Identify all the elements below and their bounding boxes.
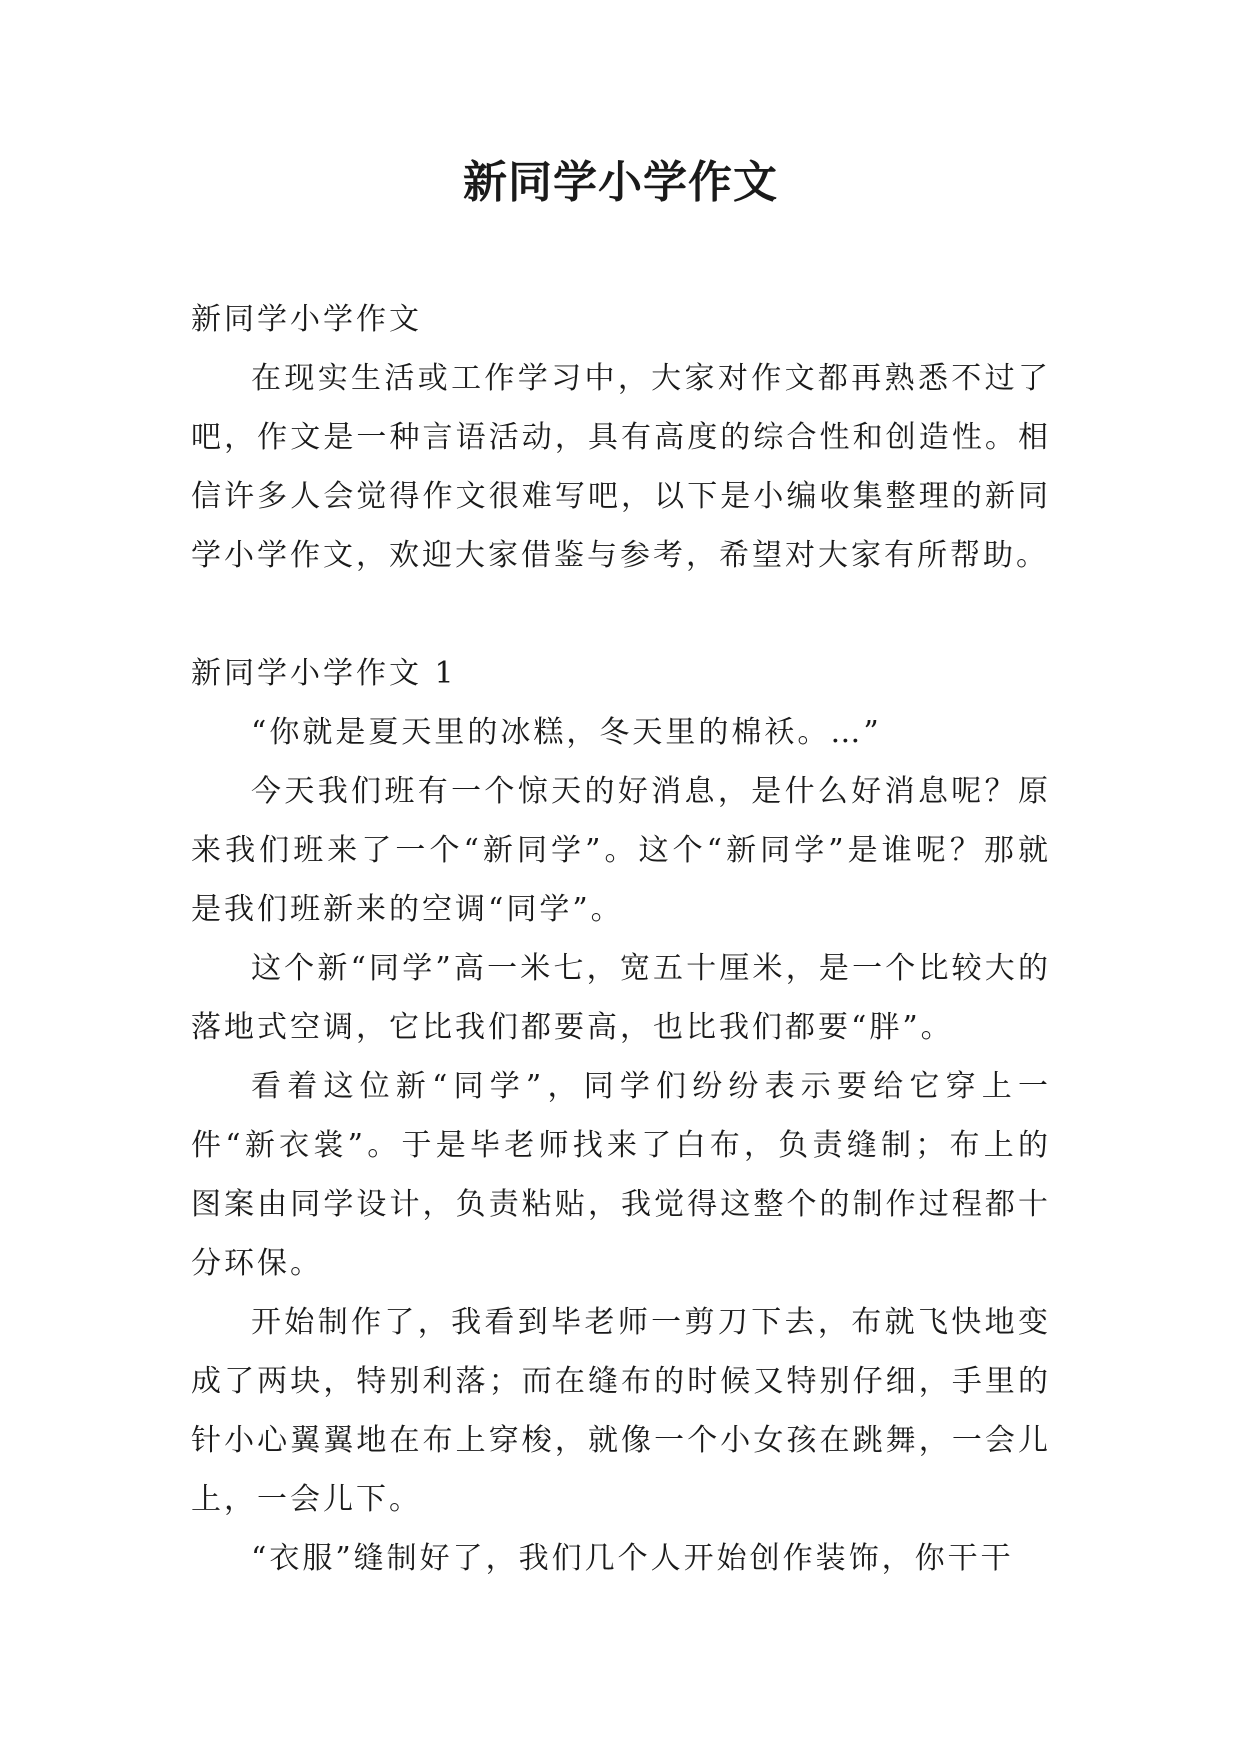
essay-1-paragraph: “衣服”缝制好了，我们几个人开始创作装饰，你干干 bbox=[251, 1541, 1014, 1576]
document-body bbox=[191, 290, 1051, 1588]
intro-heading: 新同学小学作文 bbox=[191, 302, 422, 337]
section-spacer bbox=[191, 585, 1051, 644]
essay-1-paragraph: 这个新“同学”高一米七，宽五十厘米，是一个比较大的落地式空调，它比我们都要高，也比我们都要“胖”。 bbox=[191, 951, 1051, 1045]
essay-1-paragraph: 看着这位新“同学”，同学们纷纷表示要给它穿上一件“新衣裳”。于是毕老师找来了白布，负责缝制；布上的图案由同学设计，负责粘贴，我觉得这整个的制作过程都十分环保。 bbox=[191, 1069, 1051, 1281]
essay-1-paragraph: 今天我们班有一个惊天的好消息，是什么好消息呢？原来我们班来了一个“新同学”。这个“新同学”是谁呢？那就是我们班新来的空调“同学”。 bbox=[191, 774, 1051, 927]
document-title: 新同学小学作文 bbox=[463, 157, 778, 208]
intro-paragraph: 在现实生活或工作学习中，大家对作文都再熟悉不过了吧，作文是一种言语活动，具有高度的综合性和创造性。相信许多人会觉得作文很难写吧，以下是小编收集整理的新同学小学作文，欢迎大家借鉴与参考，希望对大家有所帮助。 bbox=[191, 361, 1051, 573]
essay-1-paragraph: 开始制作了，我看到毕老师一剪刀下去，布就飞快地变成了两块，特别利落；而在缝布的时候又特别仔细，手里的针小心翼翼地在布上穿梭，就像一个小女孩在跳舞，一会儿上，一会儿下。 bbox=[191, 1305, 1051, 1517]
essay-1-heading: 新同学小学作文 1 bbox=[191, 656, 457, 691]
essay-1-paragraph: “你就是夏天里的冰糕，冬天里的棉袄。…” bbox=[251, 715, 882, 750]
